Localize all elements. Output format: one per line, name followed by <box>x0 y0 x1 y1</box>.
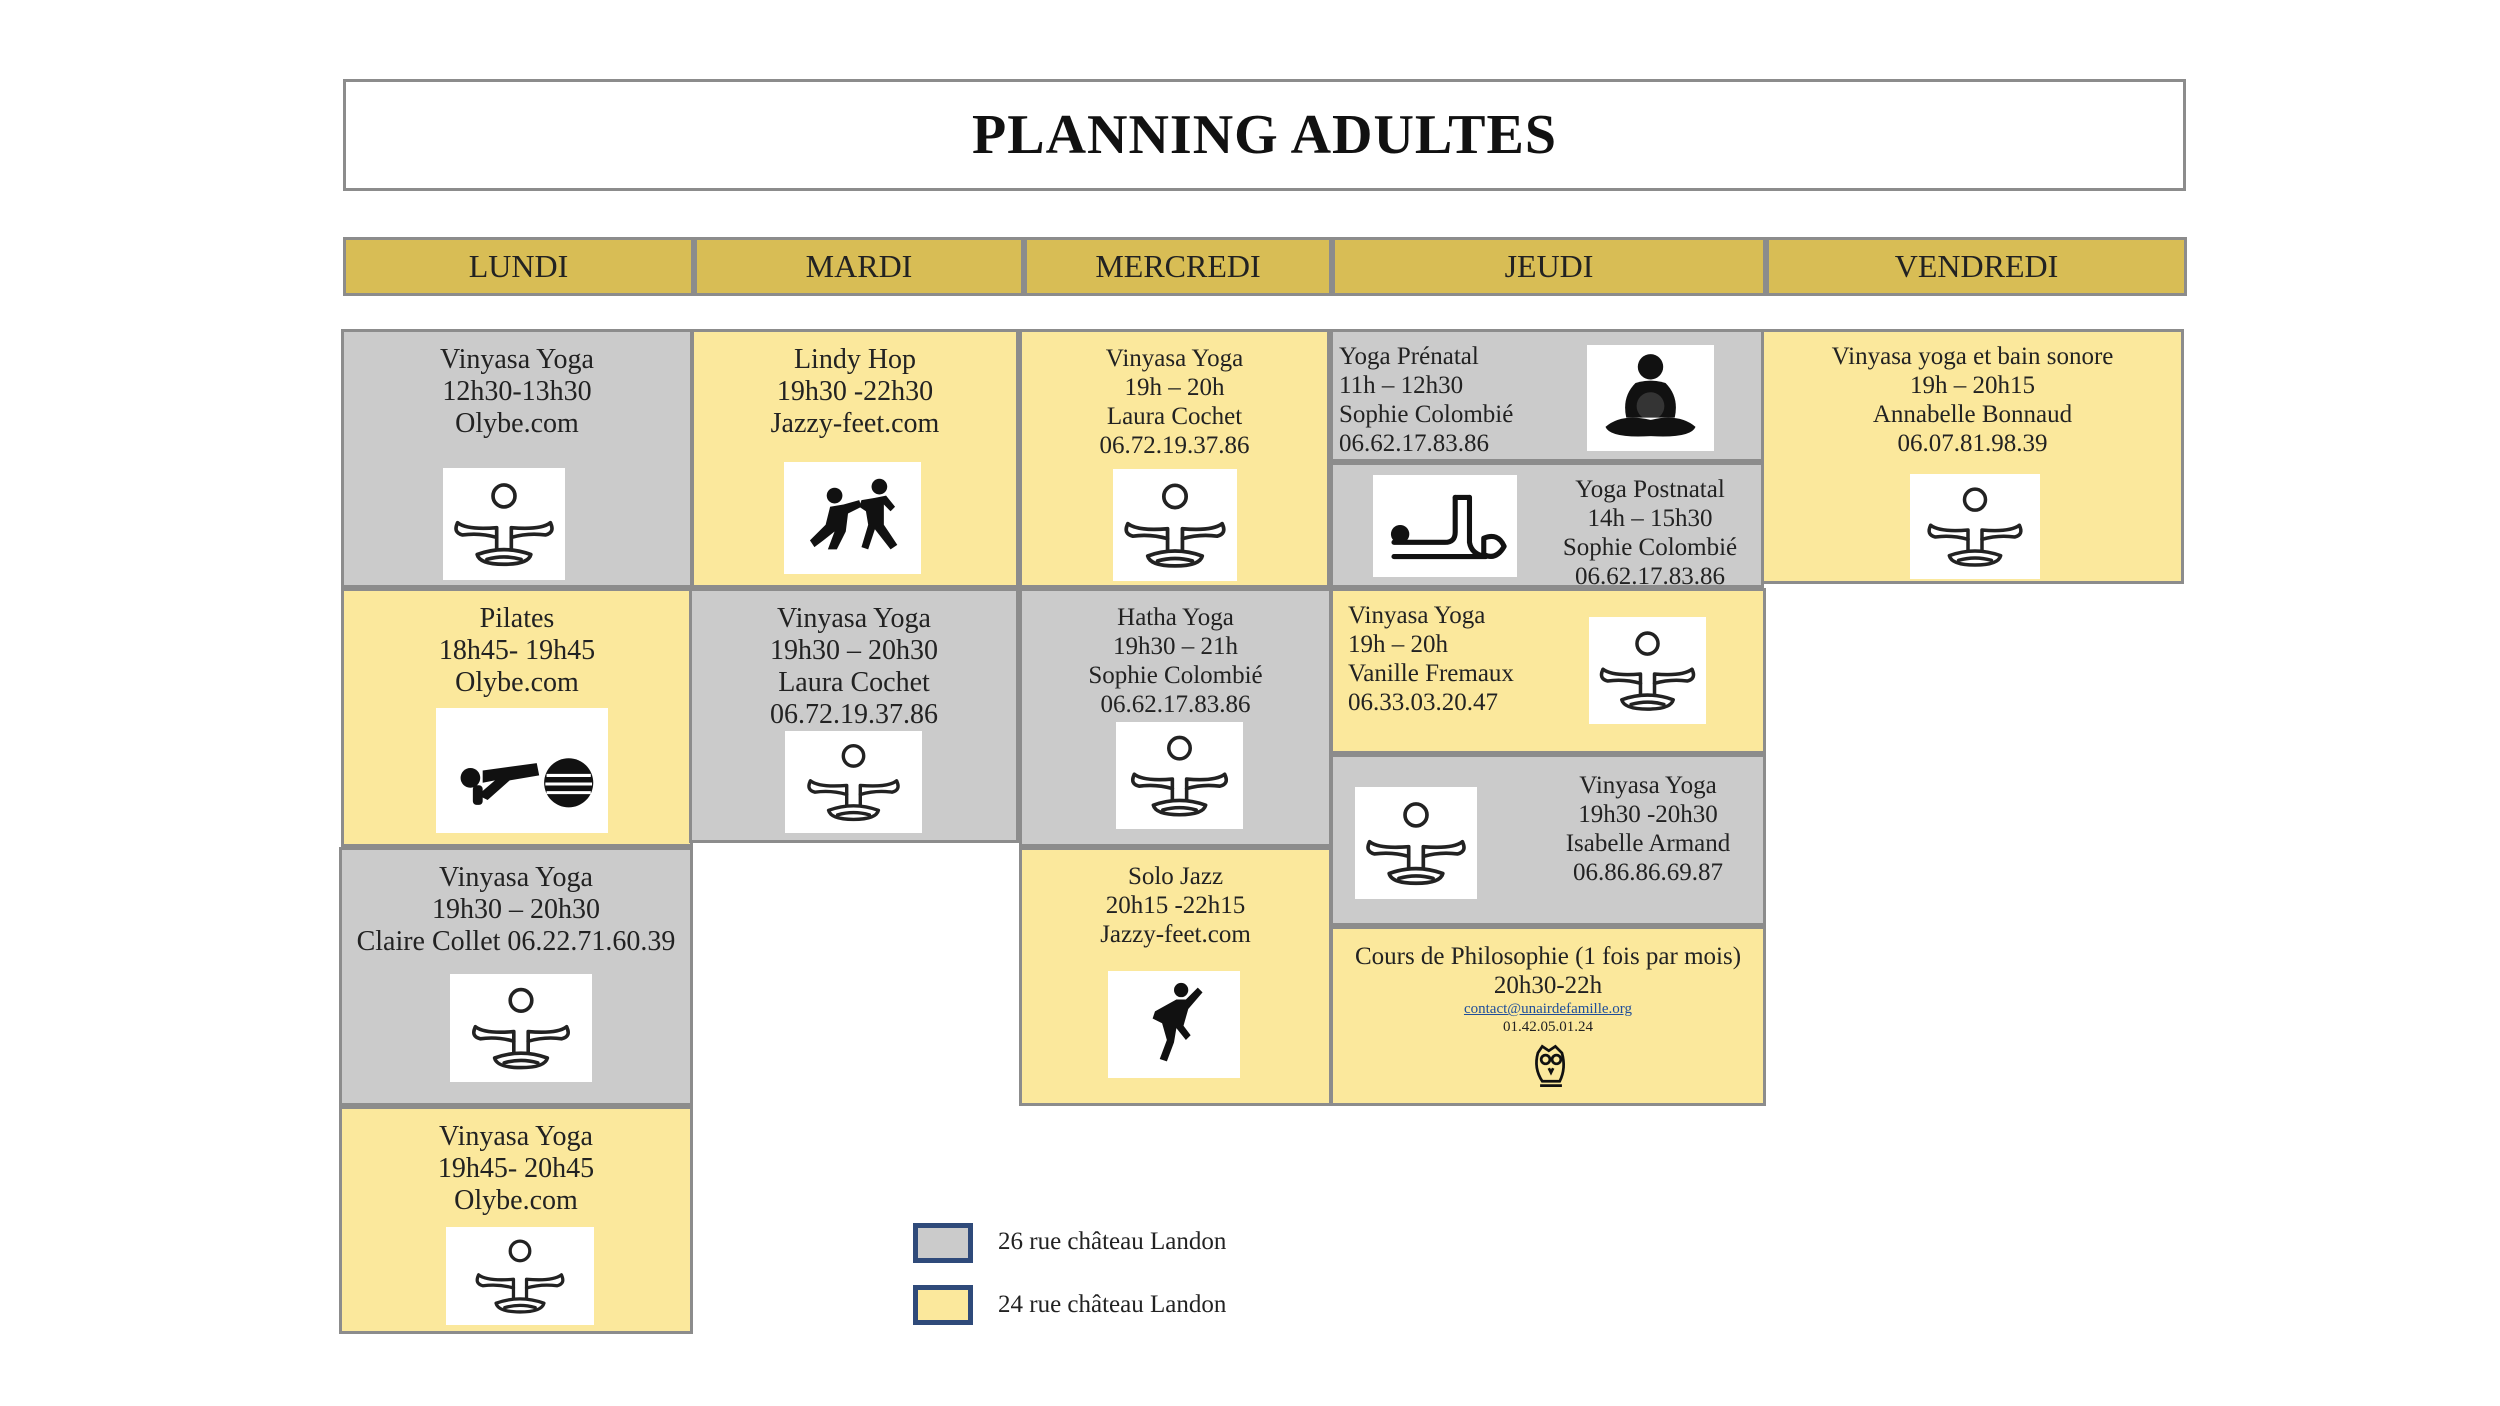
meditation-pose-icon <box>1116 722 1243 829</box>
class-title: Cours de Philosophie (1 fois par mois) <box>1354 943 1742 970</box>
day-header-jeudi: JEUDI <box>1332 237 1766 296</box>
class-title: Solo Jazz <box>1127 863 1224 890</box>
day-header-lundi: LUNDI <box>343 237 694 296</box>
class-phone: 06.72.19.37.86 <box>770 699 938 730</box>
class-time: 19h30 – 21h <box>1113 633 1238 660</box>
class-cell-mardi-1 <box>691 329 1019 588</box>
class-name: Sophie Colombié <box>1562 534 1738 561</box>
email-link[interactable]: contact@unairdefamille.org <box>1463 1001 1633 1017</box>
class-time: 19h – 20h15 <box>1910 372 2035 399</box>
class-time: 19h – 20h <box>1348 631 1448 658</box>
class-cell-mercredi-3 <box>1019 847 1332 1106</box>
class-cell-jeudi-4 <box>1330 754 1766 926</box>
class-contact: Claire Collet 06.22.71.60.39 <box>356 926 676 957</box>
legend-label-grey: 26 rue château Landon <box>998 1228 1227 1255</box>
day-header-vendredi: VENDREDI <box>1766 237 2187 296</box>
day-header-mardi: MARDI <box>694 237 1024 296</box>
class-phone: 01.42.05.01.24 <box>1503 1019 1593 1035</box>
legend-swatch-grey <box>913 1223 973 1263</box>
postnatal-yoga-icon <box>1373 475 1517 577</box>
class-cell-mercredi-1 <box>1019 329 1330 588</box>
owl-icon <box>1529 1042 1573 1090</box>
class-time: 19h45- 20h45 <box>437 1153 595 1184</box>
meditation-pose-icon <box>785 731 922 833</box>
class-cell-jeudi-2 <box>1330 462 1764 588</box>
class-cell-lundi-2 <box>341 588 693 847</box>
class-phone: 06.86.86.69.87 <box>1573 859 1723 886</box>
title-box <box>343 79 2186 191</box>
class-time: 19h30 -20h30 <box>1578 801 1718 828</box>
class-title: Vinyasa Yoga <box>777 603 931 634</box>
class-time: 12h30-13h30 <box>442 376 592 407</box>
pilates-ball-icon <box>436 708 608 833</box>
jazz-dancer-icon <box>1108 971 1240 1078</box>
prenatal-yoga-icon <box>1587 345 1714 451</box>
class-contact: Jazzy-feet.com <box>1100 921 1251 948</box>
class-title: Pilates <box>479 603 555 634</box>
class-time: 19h30 – 20h30 <box>432 894 600 925</box>
class-contact: Olybe.com <box>455 667 579 698</box>
class-title: Vinyasa Yoga <box>1105 345 1244 372</box>
class-time: 19h – 20h <box>1124 374 1225 401</box>
page-title: PLANNING ADULTES <box>972 104 1557 166</box>
meditation-pose-icon <box>1355 787 1477 899</box>
class-phone: 06.62.17.83.86 <box>1100 691 1251 718</box>
class-title: Vinyasa Yoga <box>440 344 594 375</box>
class-name: Vanille Fremaux <box>1348 660 1514 687</box>
meditation-pose-icon <box>1589 617 1706 724</box>
meditation-pose-icon <box>1910 474 2040 579</box>
class-name: Laura Cochet <box>778 667 930 698</box>
day-header-mercredi: MERCREDI <box>1024 237 1332 296</box>
class-time: 20h15 -22h15 <box>1105 892 1246 919</box>
legend-label-yellow: 24 rue château Landon <box>998 1291 1227 1318</box>
class-name: Laura Cochet <box>1106 403 1243 430</box>
lindy-hop-dancers-icon <box>784 462 921 574</box>
class-phone: 06.33.03.20.47 <box>1348 689 1498 716</box>
class-time: 11h – 12h30 <box>1339 372 1464 399</box>
class-time: 19h30 -22h30 <box>776 376 934 407</box>
class-time: 14h – 15h30 <box>1587 505 1713 532</box>
class-title: Yoga Postnatal <box>1575 476 1725 503</box>
class-time: 20h30-22h <box>1493 972 1603 999</box>
meditation-pose-icon <box>446 1227 594 1325</box>
class-name: Sophie Colombié <box>1339 401 1514 428</box>
class-title: Vinyasa Yoga <box>1348 602 1486 629</box>
class-cell-jeudi-5 <box>1330 926 1766 1106</box>
meditation-pose-icon <box>1113 469 1237 581</box>
meditation-pose-icon <box>450 974 592 1082</box>
class-cell-jeudi-3 <box>1330 588 1766 754</box>
class-name: Sophie Colombié <box>1088 662 1263 689</box>
class-time: 19h30 – 20h30 <box>770 635 938 666</box>
class-cell-vendredi-1 <box>1761 329 2184 584</box>
meditation-pose-icon <box>443 468 565 580</box>
class-title: Hatha Yoga <box>1117 604 1234 631</box>
class-contact: Olybe.com <box>455 408 579 439</box>
class-cell-mercredi-2 <box>1019 588 1332 847</box>
class-phone: 06.62.17.83.86 <box>1339 430 1489 457</box>
class-phone: 06.72.19.37.86 <box>1099 432 1250 459</box>
class-title: Vinyasa Yoga <box>439 862 593 893</box>
class-title: Lindy Hop <box>793 344 917 375</box>
class-title: Vinyasa yoga et bain sonore <box>1831 343 2114 370</box>
class-name: Isabelle Armand <box>1565 830 1731 857</box>
class-cell-mardi-2 <box>689 588 1019 843</box>
class-phone: 06.07.81.98.39 <box>1897 430 2048 457</box>
class-contact: Jazzy-feet.com <box>770 408 940 439</box>
class-phone: 06.62.17.83.86 <box>1575 563 1725 588</box>
class-cell-lundi-1 <box>341 329 693 588</box>
class-cell-jeudi-1 <box>1330 329 1764 462</box>
class-name: Annabelle Bonnaud <box>1872 401 2073 428</box>
class-time: 18h45- 19h45 <box>438 635 596 666</box>
class-contact: Olybe.com <box>454 1185 578 1216</box>
class-cell-lundi-4 <box>339 1106 693 1334</box>
class-title: Vinyasa Yoga <box>1579 772 1717 799</box>
legend-swatch-yellow <box>913 1285 973 1325</box>
class-cell-lundi-3 <box>339 847 693 1106</box>
class-title: Vinyasa Yoga <box>439 1121 593 1152</box>
class-title: Yoga Prénatal <box>1339 343 1479 370</box>
